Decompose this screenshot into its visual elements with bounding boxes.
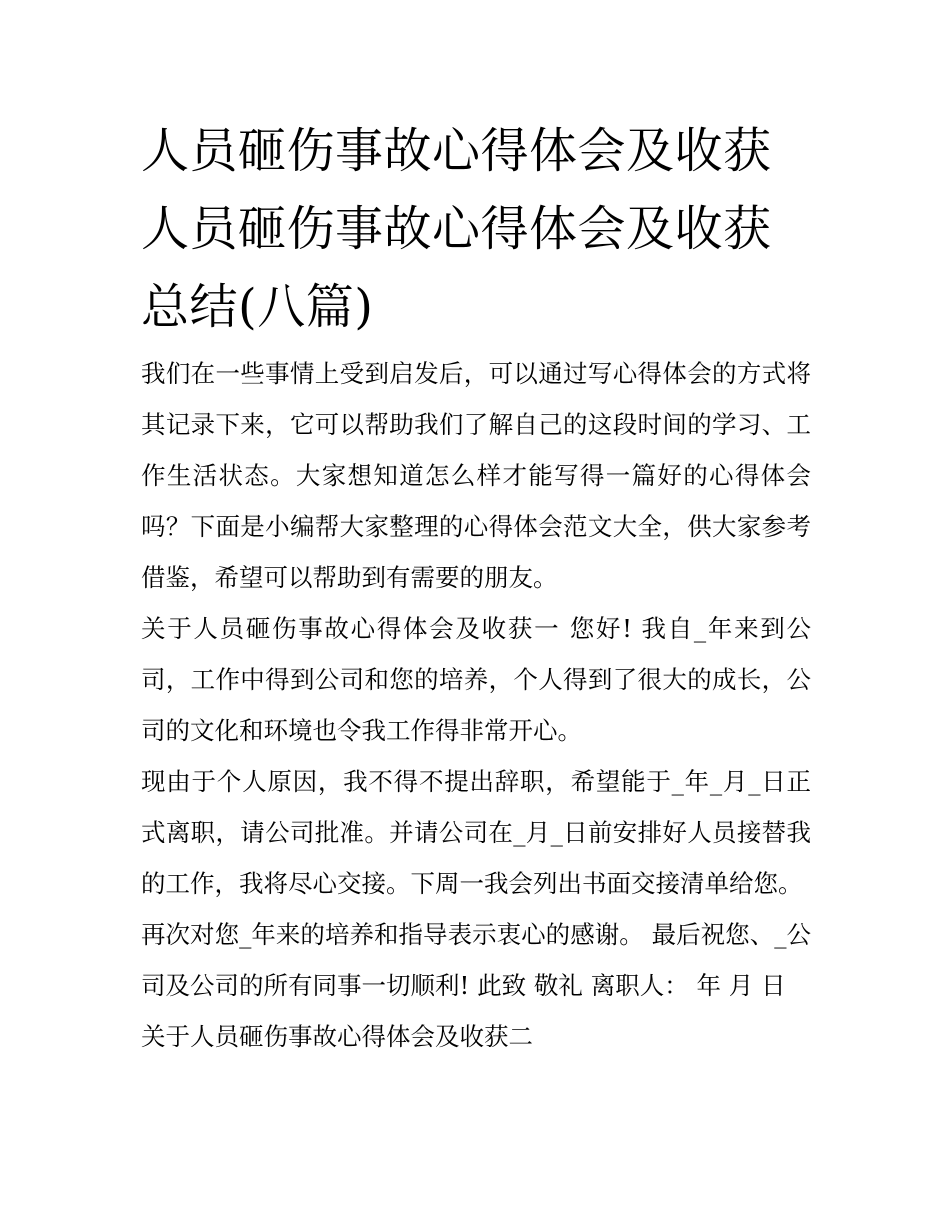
document-body [141,112,811,1062]
paragraph-section-two-heading: 关于人员砸伤事故心得体会及收获二 [141,1022,533,1051]
paragraph-resignation-request: 现由于个人原因，我不得不提出辞职，希望能于_年_月_日正式离职，请公司批准。并请公司在_月_日前安排好人员接替我的工作，我将尽心交接。下周一我会列出书面交接清单给您。 [141,767,811,898]
document-title: 人员砸伤事故心得体会及收获 人员砸伤事故心得体会及收获总结(八篇) [141,123,772,335]
paragraph-closing-thanks: 再次对您_年来的培养和指导表示衷心的感谢。 最后祝您、_公司及公司的所有同事一切顺利! 此致 敬礼 离职人： 年 月 日 [141,920,811,1000]
paragraph-section-one-opening: 关于人员砸伤事故心得体会及收获一 您好! 我自_年来到公司，工作中得到公司和您的培养，个人得到了很大的成长，公司的文化和环境也令我工作得非常开心。 [141,614,811,745]
paragraph-intro: 我们在一些事情上受到启发后，可以通过写心得体会的方式将其记录下来，它可以帮助我们了解自己的这段时间的学习、工作生活状态。大家想知道怎么样才能写得一篇好的心得体会吗？下面是小编帮大家整理的心得体会范文大全，供大家参考借鉴，希望可以帮助到有需要的朋友。 [141,359,811,592]
title-block [141,112,811,346]
